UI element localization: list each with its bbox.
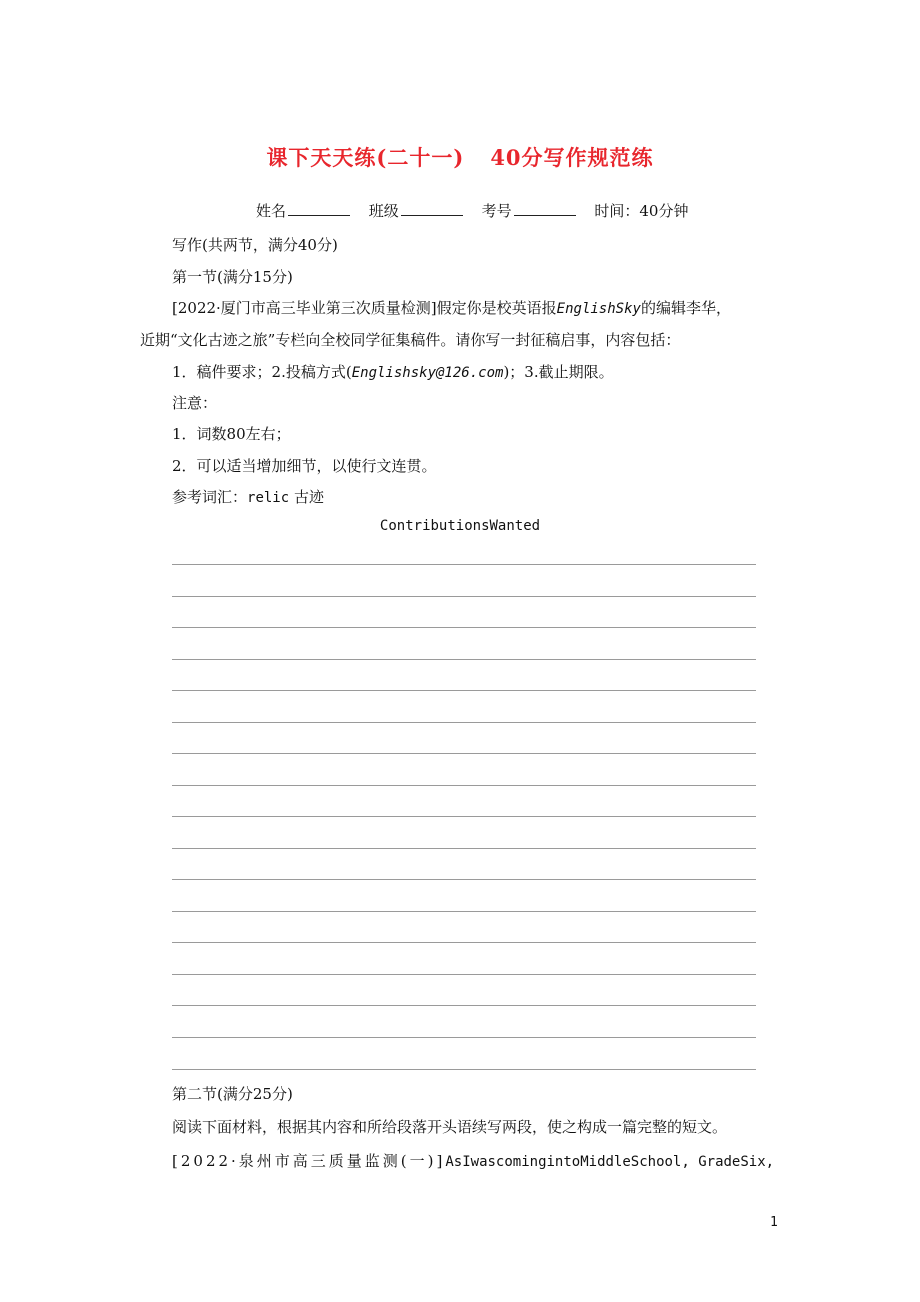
- answer-line: [172, 722, 756, 723]
- answer-line: [172, 974, 756, 975]
- task1-source-line: [172, 297, 731, 318]
- task1-line-2: 近期“文化古迹之旅”专栏向全校同学征集稿件。请你写一封征稿启事，内容包括：: [140, 331, 681, 349]
- answer-line: [172, 753, 756, 754]
- answer-line: [172, 1069, 756, 1070]
- note-1: 1．词数80左右；: [172, 425, 291, 443]
- part2-heading: 第二节(满分25分): [172, 1085, 293, 1103]
- name-label: 姓名: [256, 202, 287, 220]
- req-prefix: 1．稿件要求；2.投稿方式(: [172, 363, 352, 381]
- page-number: 1: [770, 1215, 778, 1230]
- submission-email: Englishsky@126.com: [351, 365, 504, 381]
- answer-line: [172, 911, 756, 912]
- part2-instruction: 阅读下面材料，根据其内容和所给段落开头语续写两段，使之构成一篇完整的短文。: [172, 1118, 728, 1136]
- vocab-word: relic: [247, 490, 290, 506]
- part1-heading: 第一节(满分15分): [172, 268, 293, 286]
- vocab-meaning: 古迹: [293, 488, 324, 506]
- passage-start: AsIwascomingintoMiddleSchool, GradeSix,: [445, 1154, 775, 1170]
- title-part-1: 课下天天练(二十一): [266, 145, 465, 170]
- req-suffix: )；3.截止期限。: [503, 363, 614, 381]
- answer-line: [172, 816, 756, 817]
- exam-number-blank: [514, 201, 576, 216]
- answer-line: [172, 627, 756, 628]
- task1-source-suffix: 的编辑李华，: [640, 299, 731, 317]
- class-blank: [401, 201, 463, 216]
- title-part-2: 40分写作规范练: [490, 145, 654, 170]
- note-heading: 注意：: [172, 394, 218, 412]
- answer-line: [172, 564, 756, 565]
- newspaper-name: EnglishSky: [556, 301, 641, 317]
- name-field: [256, 200, 350, 221]
- task1-requirements: [172, 361, 614, 382]
- part2-source: [2022·泉州市高三质量监测(一)]: [172, 1152, 446, 1170]
- note-2: 2．可以适当增加细节，以使行文连贯。: [172, 457, 437, 475]
- class-field: [369, 200, 463, 221]
- essay-title: ContributionsWanted: [379, 518, 541, 534]
- exam-number-field: [482, 200, 576, 221]
- vocab-label: 参考词汇：: [172, 488, 248, 506]
- exam-number-label: 考号: [481, 202, 512, 220]
- answer-line: [172, 848, 756, 849]
- student-info-line: [256, 200, 702, 221]
- answer-line: [172, 942, 756, 943]
- class-label: 班级: [368, 202, 399, 220]
- answer-line: [172, 690, 756, 691]
- time-info: 时间：40分钟: [594, 202, 689, 220]
- part2-source-line: [172, 1150, 774, 1171]
- vocab-line: [172, 486, 324, 507]
- name-blank: [288, 201, 350, 216]
- answer-line: [172, 596, 756, 597]
- answer-line: [172, 785, 756, 786]
- writing-heading: 写作(共两节，满分40分): [172, 236, 338, 254]
- task1-source-prefix: [2022·厦门市高三毕业第三次质量检测]假定你是校英语报: [172, 299, 557, 317]
- answer-line: [172, 659, 756, 660]
- page-title: [0, 142, 920, 172]
- answer-line: [172, 1005, 756, 1006]
- answer-line: [172, 1037, 756, 1038]
- answer-line: [172, 879, 756, 880]
